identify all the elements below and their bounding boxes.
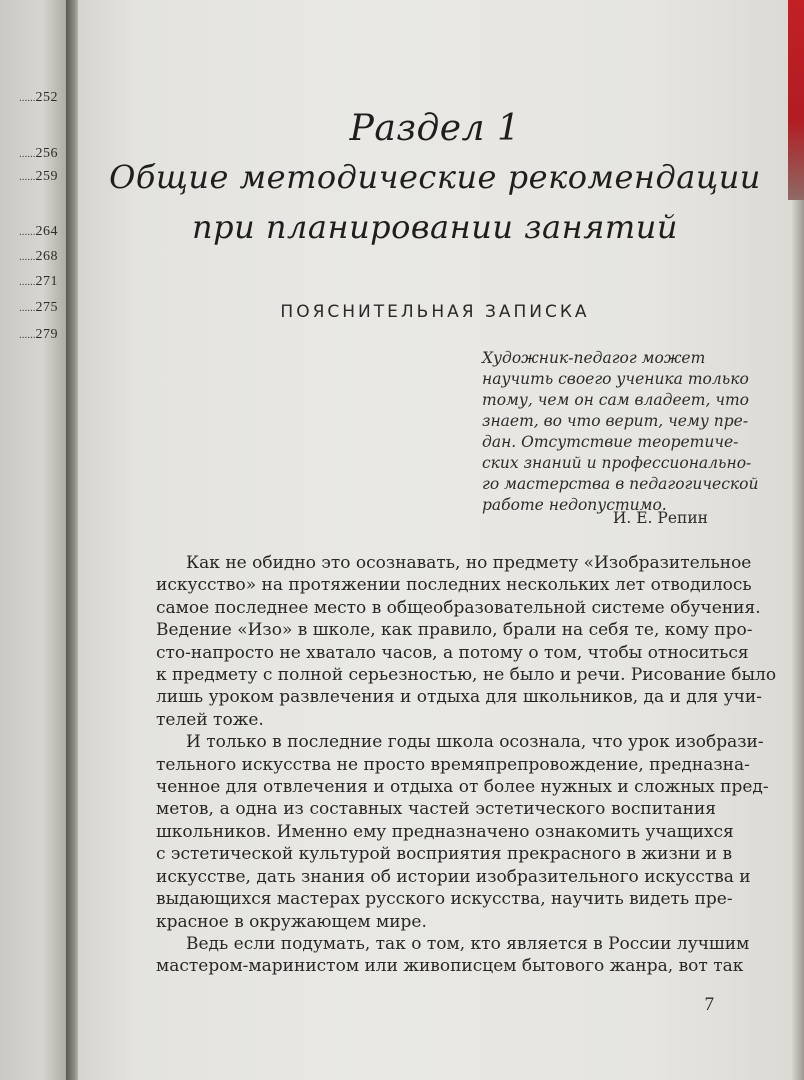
epigraph-line: тому, чем он сам владеет, что [482, 391, 750, 409]
toc-page-number: ......268 [19, 249, 58, 264]
toc-page-number: ......256 [19, 146, 58, 161]
epigraph-line: дан. Отсутствие теоретиче- [482, 433, 739, 451]
epigraph-line: Художник-педагог может [482, 349, 706, 367]
body-line: к предмету с полной серьезностью, не было и речи. Рисование было [156, 665, 777, 686]
toc-page-number: ......252 [19, 90, 58, 105]
body-line: И только в последние годы школа осознала, что урок изобрази- [186, 732, 764, 753]
toc-page-number: ......271 [19, 274, 58, 289]
previous-page-edge [0, 0, 70, 1080]
book-cover-edge [788, 0, 804, 200]
body-line: мастером-маринистом или живописцем бытового жанра, вот так [156, 956, 744, 977]
body-line: красное в окружающем мире. [156, 911, 427, 932]
note-heading: ПОЯСНИТЕЛЬНАЯ ЗАПИСКА [280, 302, 590, 322]
epigraph-line: научить своего ученика только [482, 370, 749, 388]
body-line: Как не обидно это осознавать, но предмету «Изобразительное [186, 553, 752, 573]
section-title-line-1: Раздел 1 [349, 108, 521, 149]
body-text [156, 552, 777, 978]
toc-page-number: ......259 [19, 169, 58, 184]
book-page [78, 0, 792, 1080]
body-line: лишь уроком развлечения и отдыха для школьников, да и для учи- [156, 687, 762, 708]
body-line: с эстетической культурой восприятия прекрасного в жизни и в [156, 844, 733, 865]
body-line: самое последнее место в общеобразовательной системе обучения. [156, 597, 761, 618]
body-line: метов, а одна из составных частей эстетического воспитания [156, 799, 716, 820]
epigraph-line: работе недопустимо. [482, 496, 667, 514]
body-line: тельного искусства не просто времяпрепровождение, предназна- [156, 754, 750, 775]
body-line: ченное для отвлечения и отдыха от более нужных и сложных пред- [156, 777, 769, 798]
body-line: Ведение «Изо» в школе, как правило, брали на себя те, кому про- [156, 620, 753, 641]
toc-page-number: ......279 [19, 327, 58, 342]
body-line: школьников. Именно ему предназначено ознакомить учащихся [156, 821, 734, 842]
body-line: выдающихся мастерах русского искусства, научить видеть пре- [156, 889, 733, 910]
body-line: искусстве, дать знания об истории изобразительного искусства и [156, 866, 751, 887]
page-edge-shadow [792, 200, 804, 1080]
toc-page-number: ......275 [19, 300, 58, 315]
body-line: телей тоже. [156, 709, 264, 730]
epigraph-author: И. Е. Репин [612, 509, 708, 527]
section-title-line-3: при планировании занятий [192, 208, 678, 246]
section-title-line-2: Общие методические рекомендации [109, 158, 761, 196]
page-number: 7 [704, 994, 714, 1015]
epigraph-line: ских знаний и профессионально- [482, 454, 752, 472]
epigraph-line: знает, во что верит, чему пре- [482, 412, 749, 430]
epigraph-line: го мастерства в педагогической [482, 475, 759, 493]
epigraph [482, 348, 782, 516]
body-line: Ведь если подумать, так о том, кто является в России лучшим [186, 933, 750, 954]
body-line: сто-напросто не хватало часов, а потому о том, чтобы относиться [156, 642, 749, 663]
body-line: искусство» на протяжении последних нескольких лет отводилось [156, 575, 752, 596]
toc-page-number: ......264 [19, 224, 58, 239]
